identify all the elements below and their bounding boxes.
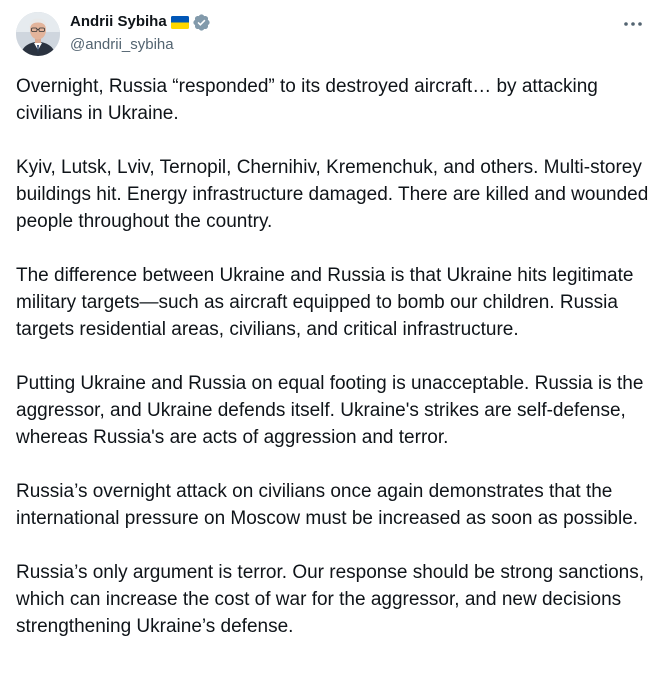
verified-badge-icon[interactable] [192,13,211,32]
tweet-paragraph: Kyiv, Lutsk, Lviv, Ternopil, Chernihiv, Kremenchuk, and others. Multi-storey buildings hit. Energy infrastructure damaged. There are killed and wounded people throughout the country. [16,157,649,232]
author-block [70,12,211,55]
more-options-icon[interactable] [622,14,644,34]
tweet-paragraph: Russia’s overnight attack on civilians once again demonstrates that the international pressure on Moscow must be increased as soon as possible. [16,481,639,529]
tweet-paragraph: Overnight, Russia “responded” to its destroyed aircraft… by attacking civilians in Ukraine. [16,76,598,124]
name-row [70,12,211,32]
ukraine-flag-icon [171,16,189,29]
avatar-image [16,12,60,56]
avatar[interactable] [16,12,60,56]
tweet-text [16,73,652,667]
tweet-paragraph: Russia’s only argument is terror. Our response should be strong sanctions, which can increase the cost of war for the aggressor, and new decisions strengthening Ukraine’s defense. [16,562,645,637]
tweet-paragraph: Putting Ukraine and Russia on equal footing is unacceptable. Russia is the aggressor, and Ukraine defends itself. Ukraine's strikes are self-defense, whereas Russia's are acts of aggression and terror. [16,373,644,448]
tweet-paragraph: The difference between Ukraine and Russia is that Ukraine hits legitimate military targets—such as aircraft equipped to bomb our children. Russia targets residential areas, civilians, and critical infrastructure. [16,265,634,340]
display-name[interactable]: Andrii Sybiha [70,13,167,30]
user-handle[interactable]: @andrii_sybiha [70,36,174,53]
